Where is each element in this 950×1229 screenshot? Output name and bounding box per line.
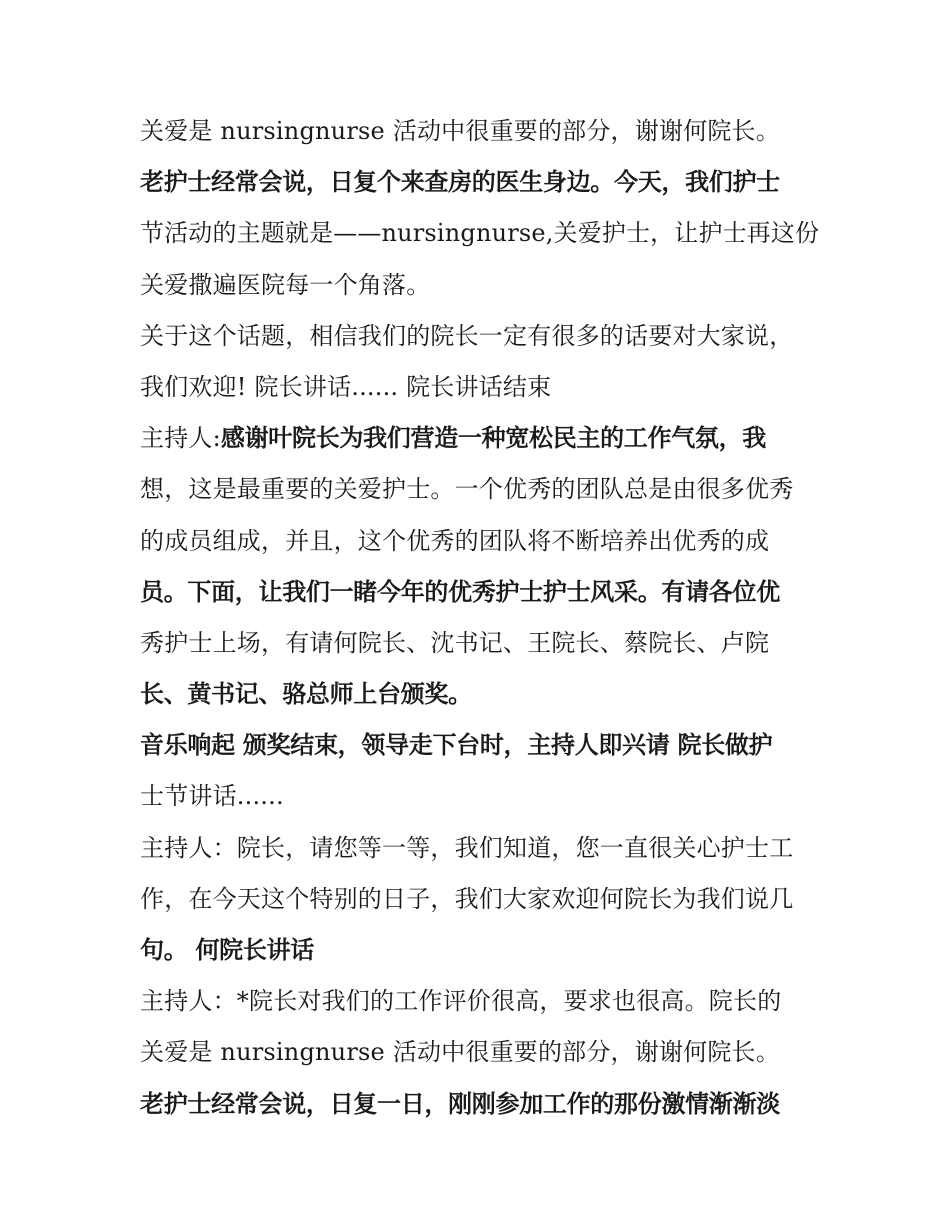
text-segment: 节活动的主题就是——nursingnurse,关爱护士，让护士再这份 xyxy=(140,219,820,248)
text-segment: 长、黄书记、骆总师上台颁奖。 xyxy=(140,680,472,709)
text-line xyxy=(140,157,820,208)
text-line xyxy=(140,669,820,720)
text-segment: 关于这个话题，相信我们的院长一定有很多的话要对大家说， xyxy=(140,321,794,350)
text-line xyxy=(140,976,820,1027)
text-segment: 我们欢迎! 院长讲话...... 院长讲话结束 xyxy=(140,372,552,401)
text-line xyxy=(140,413,820,464)
text-segment: 句。 何院长讲话 xyxy=(140,936,314,964)
text-segment: 主持人：院长，请您等一等，我们知道，您一直很关心护士工 xyxy=(140,833,794,862)
text-line xyxy=(140,362,820,413)
text-line xyxy=(140,720,820,771)
text-segment: 士节讲话...... xyxy=(140,782,284,811)
text-line xyxy=(140,106,820,157)
document-body xyxy=(140,106,820,1130)
text-segment: 关爱是 nursingnurse 活动中很重要的部分，谢谢何院长。 xyxy=(140,117,780,145)
text-line xyxy=(140,260,820,311)
text-segment: 关爱是 nursingnurse 活动中很重要的部分，谢谢何院长。 xyxy=(140,1038,780,1067)
text-segment: 想，这是最重要的关爱护士。一个优秀的团队总是由很多优秀 xyxy=(140,475,794,504)
text-segment: 关爱撒遍医院每一个角落。 xyxy=(140,270,431,299)
text-segment: 音乐响起 颁奖结束，领导走下台时，主持人即兴请 院长做护 xyxy=(140,731,773,760)
text-line xyxy=(140,1027,820,1078)
text-line xyxy=(140,618,820,669)
text-segment: 的成员组成，并且，这个优秀的团队将不断培养出优秀的成 xyxy=(140,526,770,555)
text-line xyxy=(140,567,820,618)
text-line xyxy=(140,1079,820,1130)
text-segment: 秀护士上场，有请何院长、沈书记、王院长、蔡院长、卢院 xyxy=(140,628,770,657)
text-line xyxy=(140,464,820,515)
text-segment: 作，在今天这个特别的日子，我们大家欢迎何院长为我们说几 xyxy=(140,884,794,913)
text-line xyxy=(140,516,820,567)
text-segment: 主持人：*院长对我们的工作评价很高，要求也很高。院长的 xyxy=(140,987,782,1016)
text-line xyxy=(140,311,820,362)
text-segment: 主持人: xyxy=(140,424,221,453)
text-line xyxy=(140,771,820,822)
text-line xyxy=(140,208,820,259)
text-line xyxy=(140,874,820,925)
text-segment: 老护士经常会说，日复个来查房的医生身边。今天，我们护士 xyxy=(140,168,780,197)
text-segment: 老护士经常会说，日复一日，刚刚参加工作的那份激情渐渐淡 xyxy=(140,1089,780,1118)
text-line xyxy=(140,823,820,874)
text-segment: 员。下面，让我们一睹今年的优秀护士护士风采。有请各位优 xyxy=(140,577,780,606)
text-segment: 感谢叶院长为我们营造一种宽松民主的工作气氛，我 xyxy=(220,424,766,453)
text-line xyxy=(140,925,820,976)
